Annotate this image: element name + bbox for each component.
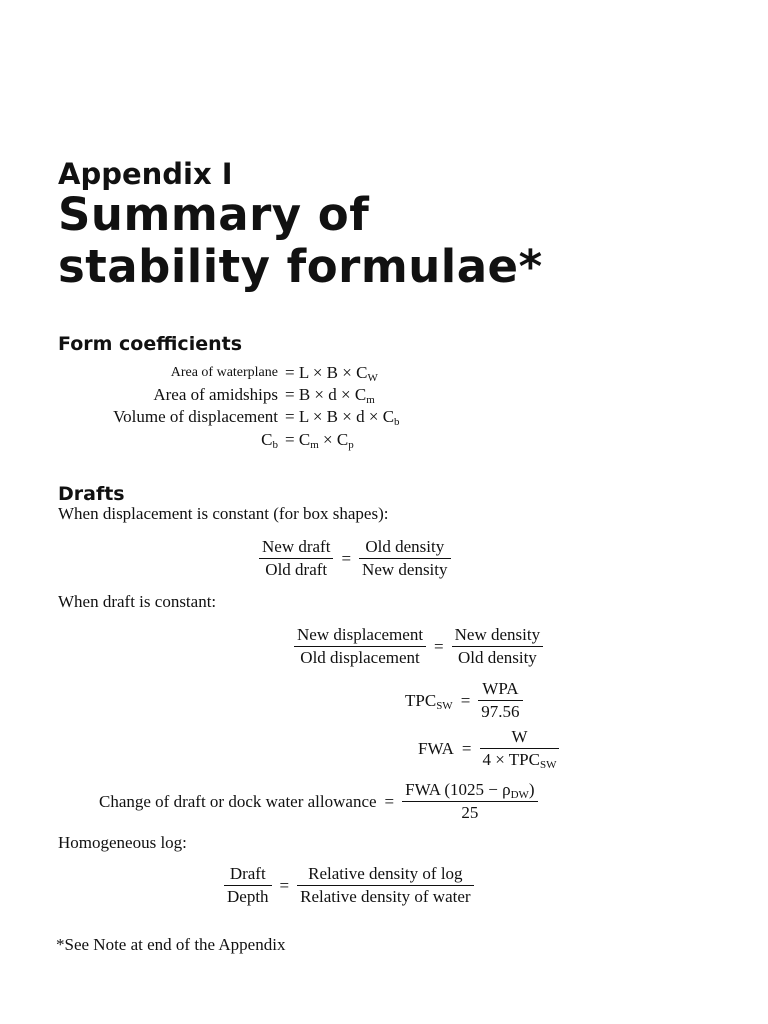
page-title-line-2: stability formulae* [58,240,543,293]
numerator: Draft [224,864,272,886]
fraction-right [297,864,473,907]
formula-homogeneous-log [224,864,474,907]
tpc-symbol: TPC [405,690,437,710]
subscript: SW [436,699,453,712]
subscript: W [367,372,378,384]
equals-sign: = [341,548,352,568]
numerator-text: FWA (1025 − ρ [405,780,511,799]
fraction-right [452,625,543,668]
formula-fwa [418,727,559,770]
fraction-left [259,537,333,580]
numerator: Old density [359,537,450,559]
formula-rhs-amidships: = $B \times d \times C_m$ [285,385,375,406]
numerator: WPA [478,679,522,701]
closing-paren: ) [528,780,535,799]
denominator: Old density [457,648,537,667]
formula-rhs: L × B × C [298,363,368,382]
cb-symbol: C [261,430,273,449]
formula-dock-water-allowance [99,780,538,823]
cp-symbol: × C [323,430,349,449]
fraction [480,727,560,770]
fraction-left [294,625,426,668]
fraction [478,679,522,722]
formula-rhs-displacement: = $L \times B \times d \times C_b$ [285,407,400,428]
denominator: Relative density of water [300,887,471,906]
numerator: New displacement [294,625,426,647]
denominator: Depth [227,887,269,906]
denominator: Old displacement [300,648,420,667]
numerator: Relative density of log [297,864,473,886]
formula-lhs: Area of amidships [153,385,278,404]
denominator: New density [362,560,448,579]
formula-rhs-cb: = $C_m \times C_p$ [285,430,354,451]
formula-row-cb [0,429,278,451]
subscript: b [394,416,400,428]
formula-row-displacement [0,406,278,428]
form-coefficients-heading: Form coefficients [58,333,243,355]
drafts-heading: Drafts [58,483,125,505]
denominator: Old draft [265,560,328,579]
fraction [402,780,537,823]
fraction-left [224,864,272,907]
subscript: m [310,439,319,451]
formula-tpc [405,679,523,722]
numerator: New density [452,625,543,647]
formula-density-displacement [294,625,543,668]
formula-row-waterplane [0,362,278,384]
formula-lhs [405,691,453,711]
denominator-text: 4 × TPC [482,750,540,769]
cm-symbol: C [298,430,311,449]
numerator [402,780,537,802]
page-title-line-1: Summary of [58,188,370,241]
drafts-intro-displacement: When displacement is constant (for box shapes): [58,504,389,523]
numerator: W [480,727,560,749]
formula-lhs: Volume of displacement [113,407,278,426]
subscript: DW [510,789,529,801]
formula-rhs: L × B × d × C [298,407,395,426]
formula-lhs: FWA [418,738,454,758]
formula-density-draft [259,537,451,580]
denominator [480,749,560,770]
formula-rhs: B × d × C [298,385,367,404]
fraction-right [359,537,450,580]
subscript: SW [539,759,557,771]
denominator: 25 [461,803,479,822]
equals-sign: = [434,636,444,656]
subscript: m [366,394,375,406]
subscript: p [348,439,354,451]
equals-sign: = [461,738,472,758]
formula-lhs: Change of draft or dock water allowance [99,791,377,811]
denominator: 97.56 [481,702,520,721]
formula-row-amidships [0,384,278,406]
footnote: *See Note at end of the Appendix [56,935,286,954]
appendix-label: Appendix I [58,157,233,191]
formula-lhs [261,429,278,451]
subscript: b [272,439,278,451]
numerator: New draft [259,537,333,559]
formula-lhs: Area of waterplane [170,365,278,380]
equals-sign: = [460,690,471,710]
equals-sign: = [384,791,395,811]
drafts-intro-log: Homogeneous log: [58,833,187,852]
equals-sign: = [279,875,290,895]
formula-rhs-waterplane: = $L \times B \times C_W$ [285,363,378,384]
drafts-intro-constant: When draft is constant: [58,592,217,611]
